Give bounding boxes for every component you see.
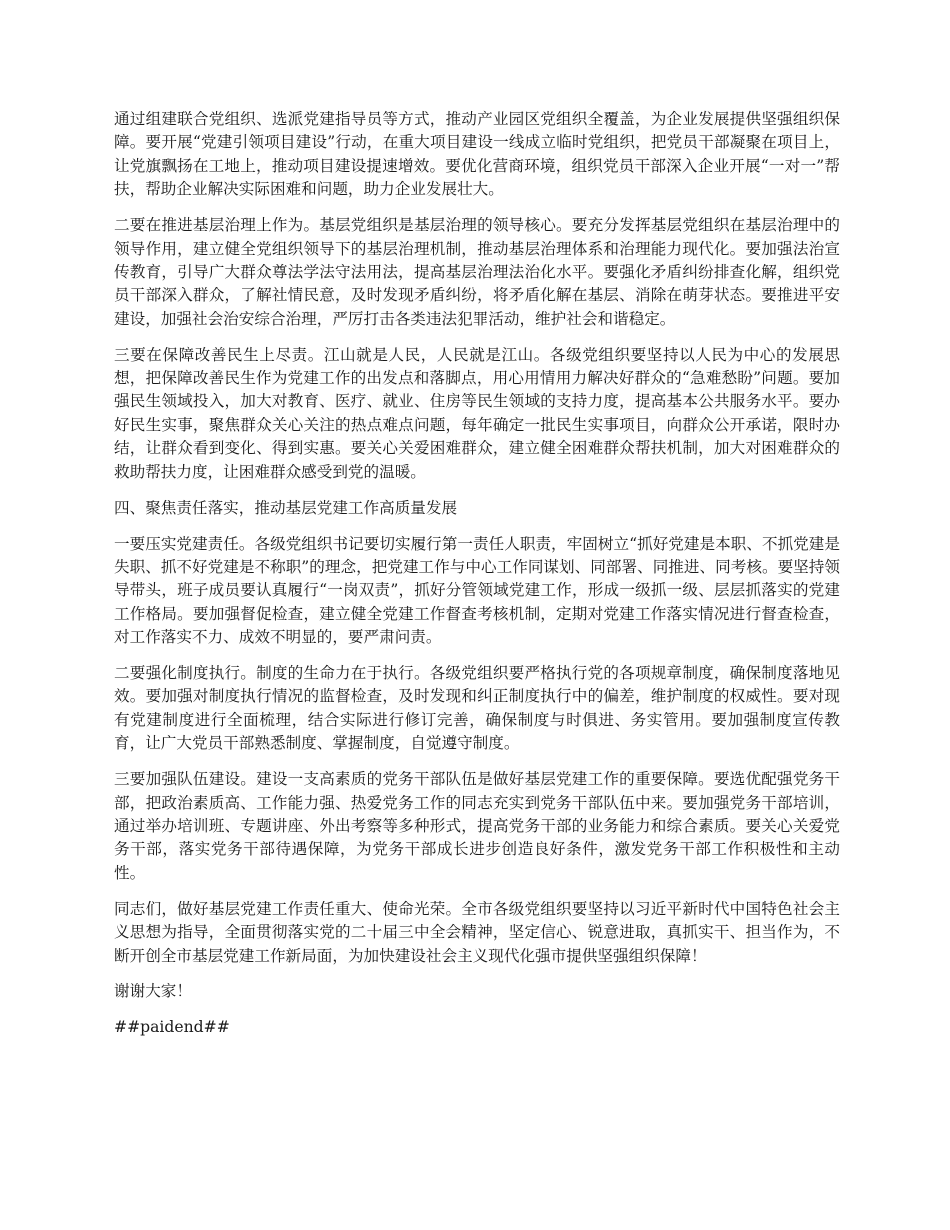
paragraph-party-building-responsibility: 一要压实党建责任。各级党组织书记要切实履行第一责任人职责，牢固树立“抓好党建是本职、不抓党建是失职、抓不好党建是不称职”的理念，把党建工作与中心工作同谋划、同部署、同推进、同考核。要坚持领导带头，班子成员要认真履行“一岗双责”，抓好分管领域党建工作，形成一级抓一级、层层抓落实的党建工作格局。要加强督促检查，建立健全党建工作督查考核机制，定期对党建工作落实情况进行督查检查，对工作落实不力、成效不明显的，要严肃问责。 bbox=[114, 534, 840, 647]
paragraph-system-execution: 二要强化制度执行。制度的生命力在于执行。各级党组织要严格执行党的各项规章制度，确保制度落地见效。要加强对制度执行情况的监督检查，及时发现和纠正制度执行中的偏差，维护制度的权威性。要对现有党建制度进行全面梳理，结合实际进行修订完善，确保制度与时俱进、务实管用。要加强制度宣传教育，让广大党员干部熟悉制度、掌握制度，自觉遵守制度。 bbox=[114, 664, 840, 753]
paragraph-team-building: 三要加强队伍建设。建设一支高素质的党务干部队伍是做好基层党建工作的重要保障。要选优配强党务干部，把政治素质高、工作能力强、热爱党务工作的同志充实到党务干部队伍中来。要加强党务干部培训，通过举办培训班、专题讲座、外出考察等多种形式，提高党务干部的业务能力和综合素质。要关心关爱党务干部，落实党务干部待遇保障，为党务干部成长进步创造良好条件，激发党务干部工作积极性和主动性。 bbox=[114, 770, 840, 882]
paragraph-party-organization-coverage: 通过组建联合党组织、选派党建指导员等方式，推动产业园区党组织全覆盖，为企业发展提供坚强组织保障。要开展“党建引领项目建设”行动，在重大项目建设一线成立临时党组织，把党员干部凝聚在项目上，让党旗飘扬在工地上，推动项目建设提速增效。要优化营商环境，组织党员干部深入企业开展“一对一”帮扶，帮助企业解决实际困难和问题，助力企业发展壮大。 bbox=[114, 110, 840, 199]
document-body bbox=[114, 108, 840, 1052]
paragraph-livelihood: 三要在保障改善民生上尽责。江山就是人民，人民就是江山。各级党组织要坚持以人民为中心的发展思想，把保障改善民生作为党建工作的出发点和落脚点，用心用情用力解决好群众的“急难愁盼”问题。要加强民生领域投入，加大对教育、医疗、就业、住房等民生领域的支持力度，提高基本公共服务水平。要办好民生实事，聚焦群众关心关注的热点难点问题，每年确定一批民生实事项目，向群众公开承诺，限时办结，让群众看到变化、得到实惠。要关心关爱困难群众，建立健全困难群众帮扶机制，加大对困难群众的救助帮扶力度，让困难群众感受到党的温暖。 bbox=[114, 345, 840, 481]
paragraph-thanks: 谢谢大家！ bbox=[114, 982, 192, 1001]
paragraph-grassroots-governance: 二要在推进基层治理上作为。基层党组织是基层治理的领导核心。要充分发挥基层党组织在基层治理中的领导作用，建立健全党组织领导下的基层治理机制，推动基层治理体系和治理能力现代化。要加强法治宣传教育，引导广大群众尊法学法守法用法，提高基层治理法治化水平。要强化矛盾纠纷排查化解，组织党员干部深入群众，了解社情民意，及时发现矛盾纠纷，将矛盾化解在基层、消除在萌芽状态。要推进平安建设，加强社会治安综合治理，严厉打击各类违法犯罪活动，维护社会和谐稳定。 bbox=[114, 216, 840, 328]
paragraph-conclusion: 同志们，做好基层党建工作责任重大、使命光荣。全市各级党组织要坚持以习近平新时代中国特色社会主义思想为指导，全面贯彻落实党的二十届三中全会精神，坚定信心、锐意进取，真抓实干、担当作为，不断开创全市基层党建工作新局面，为加快建设社会主义现代化强市提供坚强组织保障！ bbox=[114, 899, 840, 965]
section-heading-responsibility: 四、聚焦责任落实，推动基层党建工作高质量发展 bbox=[114, 498, 458, 517]
paid-end-marker: ##paidend## bbox=[114, 1018, 230, 1037]
